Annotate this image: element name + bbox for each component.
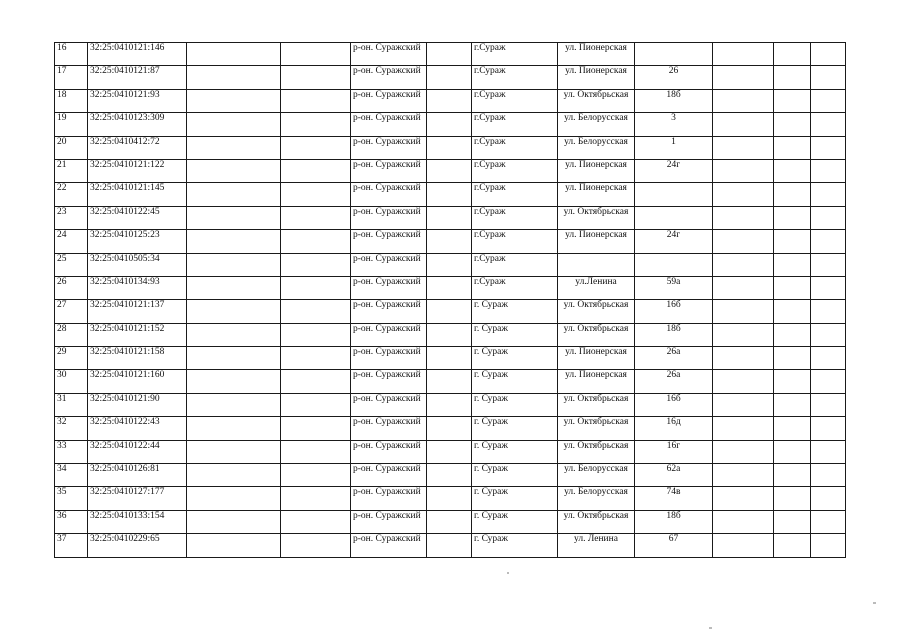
street-cell: ул. Пионерская [558, 159, 635, 182]
empty-cell [811, 253, 846, 276]
cadastral-number-cell: 32:25:0410505:34 [88, 253, 187, 276]
house-number-cell: 74в [635, 487, 713, 510]
row-number-cell: 37 [55, 534, 88, 557]
house-number-cell: 26 [635, 66, 713, 89]
empty-cell [774, 206, 811, 229]
district-cell: р-он. Суражский [351, 534, 427, 557]
city-cell: г. Сураж [472, 347, 558, 370]
table-row [55, 417, 846, 440]
cadastral-number-cell: 32:25:0410121:160 [88, 370, 187, 393]
table-row [55, 113, 846, 136]
table-row [55, 183, 846, 206]
empty-cell [811, 230, 846, 253]
property-table [54, 42, 846, 558]
table-row [55, 206, 846, 229]
house-number-cell [635, 43, 713, 66]
district-cell: р-он. Суражский [351, 347, 427, 370]
cadastral-number-cell: 32:25:0410121:93 [88, 89, 187, 112]
cadastral-number-cell: 32:25:0410121:122 [88, 159, 187, 182]
empty-cell [811, 183, 846, 206]
empty-cell [774, 113, 811, 136]
house-number-cell [635, 183, 713, 206]
district-cell: р-он. Суражский [351, 136, 427, 159]
empty-cell [811, 323, 846, 346]
table-row [55, 487, 846, 510]
empty-cell [713, 534, 774, 557]
cadastral-number-cell: 32:25:0410412:72 [88, 136, 187, 159]
empty-cell [713, 393, 774, 416]
table-row [55, 323, 846, 346]
empty-cell [427, 300, 472, 323]
empty-cell [187, 206, 281, 229]
city-cell: г.Сураж [472, 89, 558, 112]
empty-cell [427, 66, 472, 89]
empty-cell [187, 253, 281, 276]
district-cell: р-он. Суражский [351, 487, 427, 510]
table-row [55, 347, 846, 370]
street-cell: ул. Белорусская [558, 113, 635, 136]
empty-cell [774, 440, 811, 463]
empty-cell [281, 136, 351, 159]
street-cell: ул. Белорусская [558, 136, 635, 159]
empty-cell [427, 510, 472, 533]
empty-cell [281, 206, 351, 229]
house-number-cell: 16б [635, 300, 713, 323]
scan-speck [873, 602, 876, 604]
empty-cell [774, 393, 811, 416]
row-number-cell: 24 [55, 230, 88, 253]
empty-cell [187, 464, 281, 487]
empty-cell [811, 347, 846, 370]
cadastral-number-cell: 32:25:0410121:87 [88, 66, 187, 89]
cadastral-number-cell: 32:25:0410229:65 [88, 534, 187, 557]
house-number-cell: 16г [635, 440, 713, 463]
empty-cell [713, 230, 774, 253]
empty-cell [281, 300, 351, 323]
empty-cell [427, 113, 472, 136]
table-row [55, 510, 846, 533]
empty-cell [713, 487, 774, 510]
row-number-cell: 34 [55, 464, 88, 487]
empty-cell [427, 370, 472, 393]
table-row [55, 230, 846, 253]
table-row [55, 89, 846, 112]
row-number-cell: 20 [55, 136, 88, 159]
empty-cell [811, 159, 846, 182]
district-cell: р-он. Суражский [351, 370, 427, 393]
empty-cell [811, 43, 846, 66]
cadastral-number-cell: 32:25:0410121:146 [88, 43, 187, 66]
district-cell: р-он. Суражский [351, 66, 427, 89]
city-cell: г. Сураж [472, 487, 558, 510]
empty-cell [281, 276, 351, 299]
empty-cell [774, 253, 811, 276]
city-cell: г. Сураж [472, 417, 558, 440]
district-cell: р-он. Суражский [351, 43, 427, 66]
empty-cell [811, 417, 846, 440]
street-cell: ул. Пионерская [558, 347, 635, 370]
district-cell: р-он. Суражский [351, 464, 427, 487]
house-number-cell: 18б [635, 89, 713, 112]
empty-cell [427, 206, 472, 229]
row-number-cell: 30 [55, 370, 88, 393]
empty-cell [427, 440, 472, 463]
district-cell: р-он. Суражский [351, 417, 427, 440]
empty-cell [187, 440, 281, 463]
empty-cell [187, 510, 281, 533]
empty-cell [281, 370, 351, 393]
row-number-cell: 29 [55, 347, 88, 370]
empty-cell [187, 417, 281, 440]
house-number-cell: 26а [635, 347, 713, 370]
empty-cell [713, 89, 774, 112]
empty-cell [281, 323, 351, 346]
city-cell: г.Сураж [472, 206, 558, 229]
empty-cell [774, 487, 811, 510]
table-row [55, 276, 846, 299]
empty-cell [774, 159, 811, 182]
cadastral-number-cell: 32:25:0410121:152 [88, 323, 187, 346]
empty-cell [281, 183, 351, 206]
table-row [55, 370, 846, 393]
district-cell: р-он. Суражский [351, 113, 427, 136]
empty-cell [811, 206, 846, 229]
city-cell: г.Сураж [472, 183, 558, 206]
street-cell: ул. Октябрьская [558, 300, 635, 323]
street-cell: ул. Октябрьская [558, 323, 635, 346]
house-number-cell: 3 [635, 113, 713, 136]
street-cell: ул. Октябрьская [558, 417, 635, 440]
empty-cell [187, 300, 281, 323]
empty-cell [187, 159, 281, 182]
cadastral-number-cell: 32:25:0410126:81 [88, 464, 187, 487]
scan-speck [709, 627, 712, 629]
empty-cell [811, 440, 846, 463]
empty-cell [187, 89, 281, 112]
empty-cell [427, 464, 472, 487]
city-cell: г.Сураж [472, 253, 558, 276]
row-number-cell: 26 [55, 276, 88, 299]
empty-cell [713, 417, 774, 440]
district-cell: р-он. Суражский [351, 159, 427, 182]
empty-cell [774, 183, 811, 206]
empty-cell [811, 464, 846, 487]
house-number-cell: 62а [635, 464, 713, 487]
empty-cell [811, 393, 846, 416]
district-cell: р-он. Суражский [351, 323, 427, 346]
street-cell: ул. Октябрьская [558, 510, 635, 533]
house-number-cell: 26а [635, 370, 713, 393]
house-number-cell: 59а [635, 276, 713, 299]
cadastral-number-cell: 32:25:0410125:23 [88, 230, 187, 253]
street-cell: ул. Пионерская [558, 370, 635, 393]
empty-cell [281, 417, 351, 440]
house-number-cell: 16д [635, 417, 713, 440]
table-row [55, 300, 846, 323]
empty-cell [713, 510, 774, 533]
empty-cell [774, 534, 811, 557]
empty-cell [281, 113, 351, 136]
street-cell: ул. Пионерская [558, 43, 635, 66]
empty-cell [187, 534, 281, 557]
empty-cell [281, 230, 351, 253]
row-number-cell: 18 [55, 89, 88, 112]
empty-cell [713, 440, 774, 463]
empty-cell [811, 487, 846, 510]
street-cell: ул. Пионерская [558, 183, 635, 206]
city-cell: г. Сураж [472, 300, 558, 323]
empty-cell [713, 323, 774, 346]
empty-cell [427, 323, 472, 346]
empty-cell [811, 370, 846, 393]
empty-cell [281, 534, 351, 557]
empty-cell [427, 487, 472, 510]
empty-cell [187, 487, 281, 510]
table-row [55, 136, 846, 159]
house-number-cell: 67 [635, 534, 713, 557]
table-row [55, 393, 846, 416]
street-cell: ул. Октябрьская [558, 440, 635, 463]
empty-cell [774, 136, 811, 159]
cadastral-number-cell: 32:25:0410122:45 [88, 206, 187, 229]
district-cell: р-он. Суражский [351, 300, 427, 323]
row-number-cell: 22 [55, 183, 88, 206]
city-cell: г. Сураж [472, 464, 558, 487]
city-cell: г. Сураж [472, 440, 558, 463]
empty-cell [713, 136, 774, 159]
empty-cell [811, 89, 846, 112]
row-number-cell: 31 [55, 393, 88, 416]
empty-cell [281, 487, 351, 510]
table-row [55, 159, 846, 182]
street-cell: ул. Октябрьская [558, 393, 635, 416]
empty-cell [774, 510, 811, 533]
table-row [55, 534, 846, 557]
empty-cell [281, 393, 351, 416]
empty-cell [427, 393, 472, 416]
street-cell: ул. Ленина [558, 534, 635, 557]
street-cell: ул. Пионерская [558, 230, 635, 253]
empty-cell [774, 43, 811, 66]
table-row [55, 253, 846, 276]
cadastral-number-cell: 32:25:0410127:177 [88, 487, 187, 510]
row-number-cell: 28 [55, 323, 88, 346]
house-number-cell [635, 206, 713, 229]
row-number-cell: 19 [55, 113, 88, 136]
empty-cell [774, 370, 811, 393]
district-cell: р-он. Суражский [351, 89, 427, 112]
empty-cell [811, 534, 846, 557]
city-cell: г. Сураж [472, 393, 558, 416]
empty-cell [427, 230, 472, 253]
empty-cell [713, 300, 774, 323]
empty-cell [187, 230, 281, 253]
empty-cell [187, 370, 281, 393]
table-row [55, 66, 846, 89]
cadastral-number-cell: 32:25:0410121:137 [88, 300, 187, 323]
row-number-cell: 17 [55, 66, 88, 89]
row-number-cell: 16 [55, 43, 88, 66]
empty-cell [427, 183, 472, 206]
empty-cell [811, 300, 846, 323]
empty-cell [427, 534, 472, 557]
empty-cell [427, 136, 472, 159]
empty-cell [187, 183, 281, 206]
city-cell: г.Сураж [472, 159, 558, 182]
empty-cell [281, 43, 351, 66]
cadastral-number-cell: 32:25:0410123:309 [88, 113, 187, 136]
empty-cell [774, 230, 811, 253]
street-cell: ул. Пионерская [558, 66, 635, 89]
empty-cell [281, 66, 351, 89]
empty-cell [281, 253, 351, 276]
house-number-cell: 16б [635, 393, 713, 416]
city-cell: г.Сураж [472, 43, 558, 66]
empty-cell [713, 347, 774, 370]
empty-cell [713, 276, 774, 299]
cadastral-number-cell: 32:25:0410133:154 [88, 510, 187, 533]
street-cell: ул. Октябрьская [558, 206, 635, 229]
empty-cell [713, 113, 774, 136]
city-cell: г.Сураж [472, 66, 558, 89]
empty-cell [427, 347, 472, 370]
row-number-cell: 27 [55, 300, 88, 323]
table-row [55, 43, 846, 66]
empty-cell [187, 347, 281, 370]
empty-cell [281, 347, 351, 370]
empty-cell [281, 159, 351, 182]
empty-cell [427, 43, 472, 66]
cadastral-number-cell: 32:25:0410134:93 [88, 276, 187, 299]
empty-cell [774, 300, 811, 323]
empty-cell [811, 113, 846, 136]
empty-cell [774, 323, 811, 346]
city-cell: г. Сураж [472, 534, 558, 557]
house-number-cell: 18б [635, 510, 713, 533]
empty-cell [713, 206, 774, 229]
district-cell: р-он. Суражский [351, 393, 427, 416]
empty-cell [281, 440, 351, 463]
district-cell: р-он. Суражский [351, 440, 427, 463]
table-row [55, 464, 846, 487]
row-number-cell: 25 [55, 253, 88, 276]
empty-cell [811, 510, 846, 533]
city-cell: г.Сураж [472, 230, 558, 253]
empty-cell [713, 370, 774, 393]
empty-cell [713, 183, 774, 206]
cadastral-number-cell: 32:25:0410121:145 [88, 183, 187, 206]
street-cell: ул. Белорусская [558, 487, 635, 510]
empty-cell [427, 276, 472, 299]
empty-cell [281, 510, 351, 533]
cadastral-number-cell: 32:25:0410122:44 [88, 440, 187, 463]
empty-cell [187, 113, 281, 136]
house-number-cell: 24г [635, 159, 713, 182]
empty-cell [281, 464, 351, 487]
empty-cell [427, 417, 472, 440]
district-cell: р-он. Суражский [351, 206, 427, 229]
row-number-cell: 32 [55, 417, 88, 440]
empty-cell [774, 417, 811, 440]
empty-cell [774, 464, 811, 487]
table-row [55, 440, 846, 463]
cadastral-number-cell: 32:25:0410121:158 [88, 347, 187, 370]
district-cell: р-он. Суражский [351, 253, 427, 276]
city-cell: г. Сураж [472, 370, 558, 393]
empty-cell [187, 136, 281, 159]
house-number-cell: 18б [635, 323, 713, 346]
street-cell: ул.Ленина [558, 276, 635, 299]
empty-cell [774, 89, 811, 112]
empty-cell [774, 276, 811, 299]
empty-cell [187, 43, 281, 66]
city-cell: г.Сураж [472, 276, 558, 299]
empty-cell [427, 89, 472, 112]
district-cell: р-он. Суражский [351, 510, 427, 533]
empty-cell [187, 276, 281, 299]
street-cell: ул. Октябрьская [558, 89, 635, 112]
house-number-cell [635, 253, 713, 276]
empty-cell [774, 347, 811, 370]
table-body [55, 43, 846, 558]
house-number-cell: 1 [635, 136, 713, 159]
empty-cell [713, 66, 774, 89]
empty-cell [427, 253, 472, 276]
empty-cell [187, 323, 281, 346]
row-number-cell: 35 [55, 487, 88, 510]
district-cell: р-он. Суражский [351, 183, 427, 206]
district-cell: р-он. Суражский [351, 276, 427, 299]
empty-cell [187, 66, 281, 89]
city-cell: г. Сураж [472, 510, 558, 533]
empty-cell [713, 464, 774, 487]
city-cell: г.Сураж [472, 136, 558, 159]
cadastral-number-cell: 32:25:0410121:90 [88, 393, 187, 416]
empty-cell [427, 159, 472, 182]
scan-speck [507, 572, 509, 574]
empty-cell [713, 159, 774, 182]
empty-cell [713, 43, 774, 66]
street-cell: ул. Белорусская [558, 464, 635, 487]
row-number-cell: 21 [55, 159, 88, 182]
empty-cell [811, 136, 846, 159]
empty-cell [187, 393, 281, 416]
city-cell: г.Сураж [472, 113, 558, 136]
empty-cell [811, 276, 846, 299]
house-number-cell: 24г [635, 230, 713, 253]
empty-cell [713, 253, 774, 276]
row-number-cell: 33 [55, 440, 88, 463]
row-number-cell: 23 [55, 206, 88, 229]
row-number-cell: 36 [55, 510, 88, 533]
empty-cell [774, 66, 811, 89]
district-cell: р-он. Суражский [351, 230, 427, 253]
street-cell [558, 253, 635, 276]
cadastral-number-cell: 32:25:0410122:43 [88, 417, 187, 440]
city-cell: г. Сураж [472, 323, 558, 346]
empty-cell [281, 89, 351, 112]
empty-cell [811, 66, 846, 89]
